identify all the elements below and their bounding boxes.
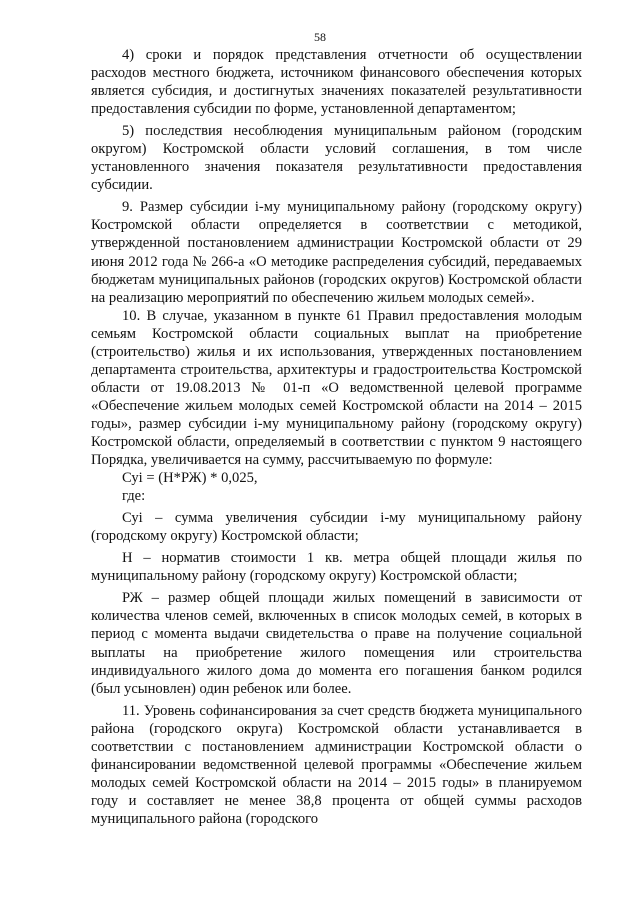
paragraph-clause-11: 11. Уровень софинансирования за счет средств бюджета муниципального района (городского округа) Костромской области устанавливается в соответствии с постановлением администрации Костромской области о финансировании ведомственной целевой программы «Обеспечение жильем молодых семей Костромской области на 2014 – 2015 годы» в планируемом году и составляет не менее 38,8 процента от общей суммы расходов муниципального района (городского [91, 702, 582, 827]
definition-su: Суi – сумма увеличения субсидии i-му муниципальному району (городскому округу) Костромской области; [91, 510, 582, 545]
paragraph-item-4: 4) сроки и порядок представления отчетности об осуществлении расходов местного бюджета, источником финансового обеспечения которых является субсидия, и достигнутых значениях показателей результативности предоставления субсидии по форме, установленной департаментом; [91, 47, 582, 118]
document-body [91, 46, 582, 828]
definition-rzh: РЖ – размер общей площади жилых помещений в зависимости от количества членов семей, включенных в список молодых семей, в которых в период с момента выдачи свидетельства о праве на получение социальной выплаты на приобретение жилого помещения или строительства индивидуального жилого дома до момента его погашения банком родился (был усыновлен) один ребенок или более. [91, 590, 582, 697]
paragraph-item-5: 5) последствия несоблюдения муниципальным районом (городским округом) Костромской области условий соглашения, в том числе установленного значения показателя результативности предоставления субсидии. [91, 123, 582, 194]
paragraph-clause-10: 10. В случае, указанном в пункте 61 Правил предоставления молодым семьям Костромской области социальных выплат на приобретение (строительство) жилья и их использования, утвержденных постановлением департамента строительства, архитектуры и градостроительства Костромской области от 19.08.2013 № 01-п «О ведомственной целевой программе «Обеспечение жильем молодых семей Костромской области на 2014 – 2015 годы», размер субсидии i-му муниципальному району (городскому округу) Костромской области, определяемый в соответствии с пунктом 9 настоящего Порядка, увеличивается на сумму, рассчитываемую по формуле: [91, 307, 582, 469]
page-number: 58 [314, 30, 326, 44]
formula: Суi = (Н*РЖ) * 0,025, [122, 470, 258, 487]
paragraph-clause-9: 9. Размер субсидии i-му муниципальному району (городскому округу) Костромской области определяется в соответствии с методикой, утвержденной постановлением администрации Костромской области от 29 июня 2012 года № 266-а «О методике распределения субсидий, передаваемых бюджетам муниципальных районов (городских округов) Костромской области на реализацию мероприятий по обеспечению жильем молодых семей». [91, 199, 582, 306]
where-label: где: [122, 488, 146, 505]
definition-n: Н – норматив стоимости 1 кв. метра общей площади жилья по муниципальному району (городскому округу) Костромской области; [91, 550, 582, 585]
